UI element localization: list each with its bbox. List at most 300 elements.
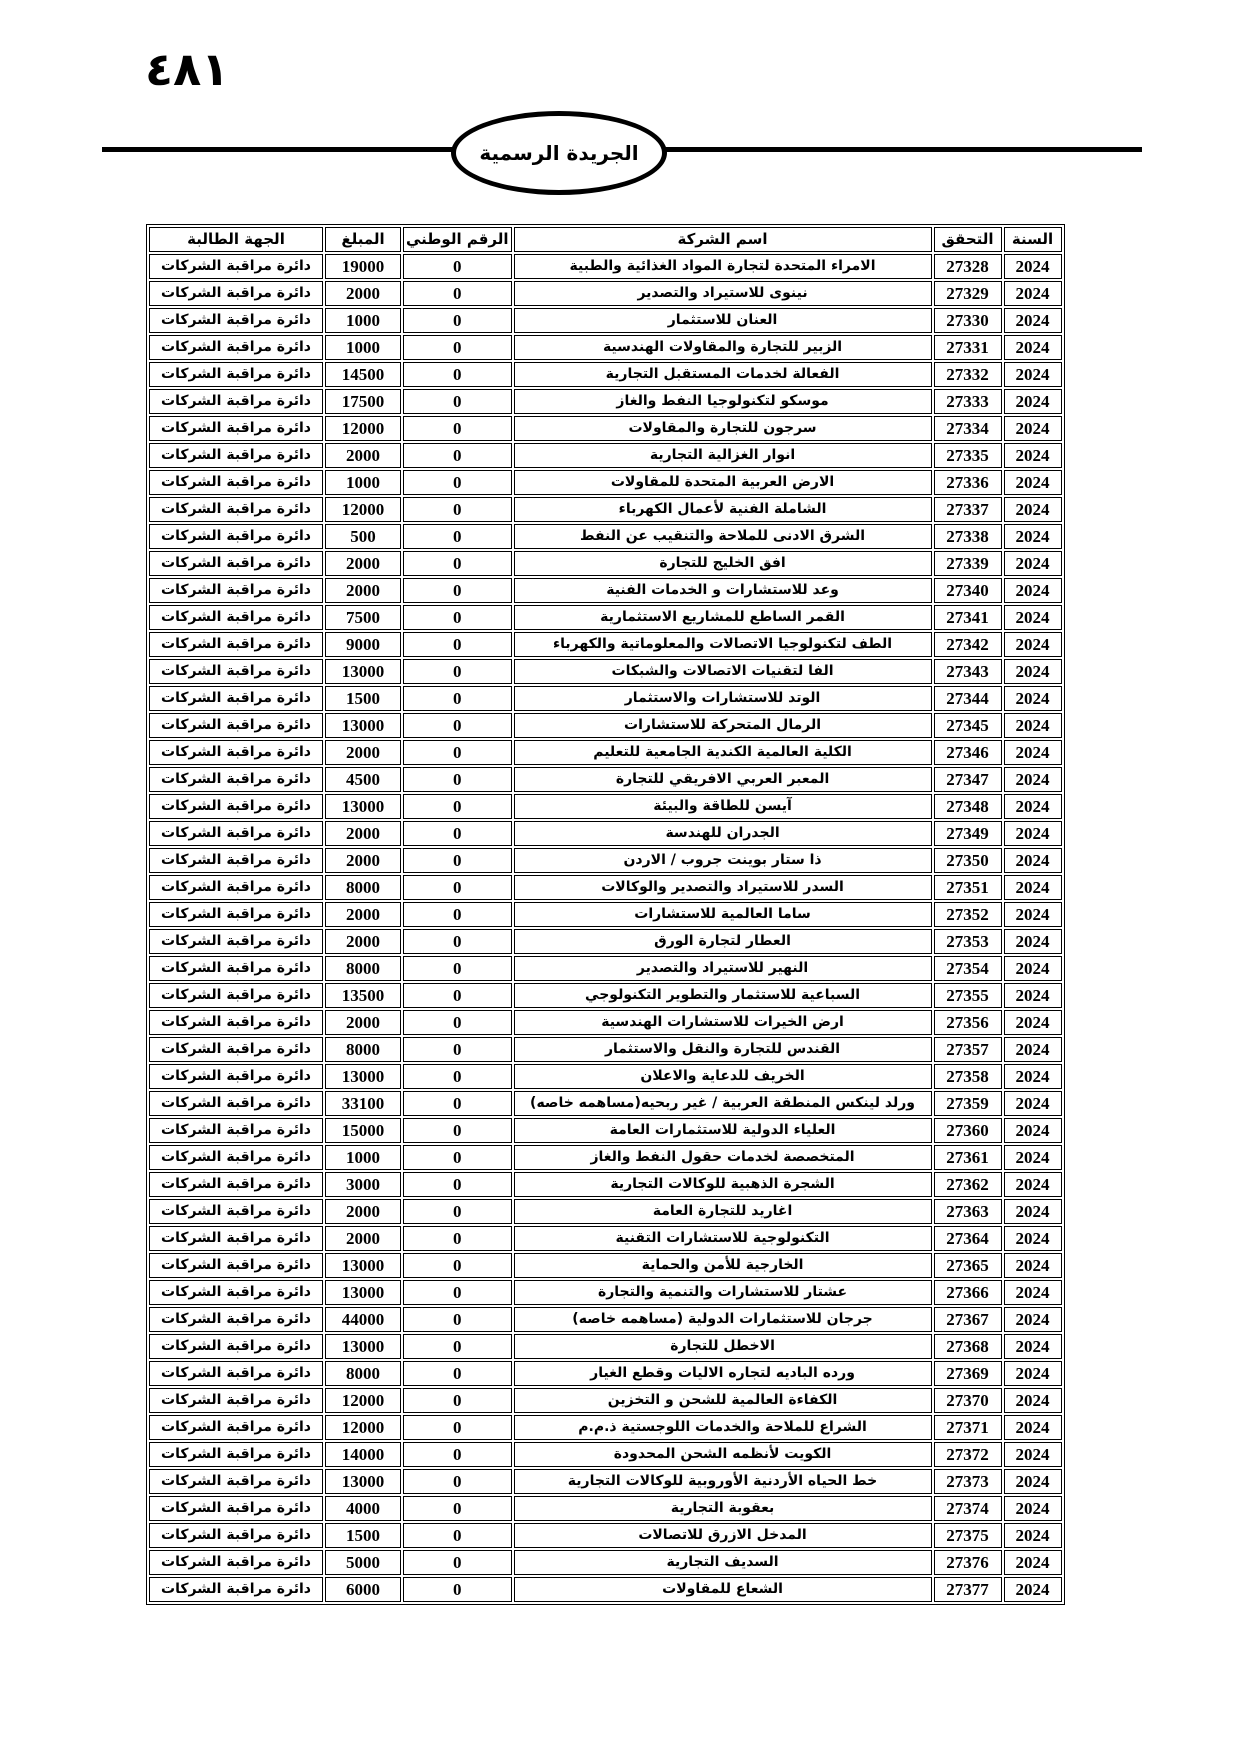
table-row bbox=[149, 848, 1062, 873]
cell-requesting-entity: دائرة مراقبة الشركات bbox=[149, 713, 323, 738]
cell-national-number: 0 bbox=[403, 1010, 512, 1035]
cell-national-number: 0 bbox=[403, 443, 512, 468]
cell-amount: 500 bbox=[325, 524, 401, 549]
cell-company-name: الرمال المتحركة للاستشارات bbox=[514, 713, 932, 738]
cell-year: 2024 bbox=[1004, 983, 1062, 1008]
table-row bbox=[149, 983, 1062, 1008]
table-row bbox=[149, 1361, 1062, 1386]
cell-check-number: 27361 bbox=[934, 1145, 1002, 1170]
cell-year: 2024 bbox=[1004, 254, 1062, 279]
cell-national-number: 0 bbox=[403, 1226, 512, 1251]
cell-national-number: 0 bbox=[403, 254, 512, 279]
cell-national-number: 0 bbox=[403, 983, 512, 1008]
cell-year: 2024 bbox=[1004, 335, 1062, 360]
cell-check-number: 27368 bbox=[934, 1334, 1002, 1359]
cell-amount: 2000 bbox=[325, 281, 401, 306]
cell-requesting-entity: دائرة مراقبة الشركات bbox=[149, 1496, 323, 1521]
cell-check-number: 27355 bbox=[934, 983, 1002, 1008]
cell-amount: 8000 bbox=[325, 1361, 401, 1386]
cell-amount: 4500 bbox=[325, 767, 401, 792]
cell-national-number: 0 bbox=[403, 362, 512, 387]
cell-company-name: الكلية العالمية الكندية الجامعية للتعليم bbox=[514, 740, 932, 765]
cell-amount: 13000 bbox=[325, 1253, 401, 1278]
cell-requesting-entity: دائرة مراقبة الشركات bbox=[149, 1361, 323, 1386]
cell-company-name: وعد للاستشارات و الخدمات الفنية bbox=[514, 578, 932, 603]
table-row bbox=[149, 686, 1062, 711]
cell-national-number: 0 bbox=[403, 524, 512, 549]
cell-national-number: 0 bbox=[403, 956, 512, 981]
cell-check-number: 27366 bbox=[934, 1280, 1002, 1305]
cell-year: 2024 bbox=[1004, 605, 1062, 630]
cell-amount: 13500 bbox=[325, 983, 401, 1008]
cell-requesting-entity: دائرة مراقبة الشركات bbox=[149, 1469, 323, 1494]
cell-amount: 17500 bbox=[325, 389, 401, 414]
table-row bbox=[149, 794, 1062, 819]
cell-amount: 13000 bbox=[325, 713, 401, 738]
cell-check-number: 27364 bbox=[934, 1226, 1002, 1251]
cell-amount: 12000 bbox=[325, 1388, 401, 1413]
table-row bbox=[149, 335, 1062, 360]
table-header-row bbox=[149, 227, 1062, 252]
cell-company-name: اغاريد للتجارة العامة bbox=[514, 1199, 932, 1224]
cell-check-number: 27335 bbox=[934, 443, 1002, 468]
cell-national-number: 0 bbox=[403, 470, 512, 495]
cell-check-number: 27362 bbox=[934, 1172, 1002, 1197]
table-row bbox=[149, 524, 1062, 549]
table-row bbox=[149, 1091, 1062, 1116]
table-row bbox=[149, 1523, 1062, 1548]
cell-requesting-entity: دائرة مراقبة الشركات bbox=[149, 875, 323, 900]
cell-company-name: الامراء المتحدة لتجارة المواد الغذائية والطبية bbox=[514, 254, 932, 279]
col-header-year: السنة bbox=[1004, 227, 1062, 252]
cell-year: 2024 bbox=[1004, 875, 1062, 900]
cell-check-number: 27348 bbox=[934, 794, 1002, 819]
cell-company-name: السباعية للاستثمار والتطوير التكنولوجي bbox=[514, 983, 932, 1008]
table-row bbox=[149, 875, 1062, 900]
table-row bbox=[149, 443, 1062, 468]
cell-national-number: 0 bbox=[403, 1442, 512, 1467]
cell-amount: 8000 bbox=[325, 956, 401, 981]
cell-company-name: ذا ستار بوينت جروب / الاردن bbox=[514, 848, 932, 873]
cell-check-number: 27347 bbox=[934, 767, 1002, 792]
cell-national-number: 0 bbox=[403, 713, 512, 738]
table-row bbox=[149, 416, 1062, 441]
cell-year: 2024 bbox=[1004, 362, 1062, 387]
cell-check-number: 27337 bbox=[934, 497, 1002, 522]
cell-requesting-entity: دائرة مراقبة الشركات bbox=[149, 1064, 323, 1089]
cell-national-number: 0 bbox=[403, 686, 512, 711]
cell-national-number: 0 bbox=[403, 1334, 512, 1359]
col-header-company-name: اسم الشركة bbox=[514, 227, 932, 252]
cell-year: 2024 bbox=[1004, 1550, 1062, 1575]
cell-company-name: الزبير للتجارة والمقاولات الهندسية bbox=[514, 335, 932, 360]
cell-requesting-entity: دائرة مراقبة الشركات bbox=[149, 659, 323, 684]
cell-requesting-entity: دائرة مراقبة الشركات bbox=[149, 632, 323, 657]
cell-amount: 5000 bbox=[325, 1550, 401, 1575]
cell-requesting-entity: دائرة مراقبة الشركات bbox=[149, 983, 323, 1008]
cell-amount: 19000 bbox=[325, 254, 401, 279]
cell-amount: 6000 bbox=[325, 1577, 401, 1602]
cell-national-number: 0 bbox=[403, 1280, 512, 1305]
cell-amount: 1000 bbox=[325, 470, 401, 495]
cell-year: 2024 bbox=[1004, 1496, 1062, 1521]
cell-requesting-entity: دائرة مراقبة الشركات bbox=[149, 956, 323, 981]
cell-company-name: خط الحياه الأردنية الأوروبية للوكالات التجارية bbox=[514, 1469, 932, 1494]
table-row bbox=[149, 1388, 1062, 1413]
cell-year: 2024 bbox=[1004, 1280, 1062, 1305]
cell-check-number: 27376 bbox=[934, 1550, 1002, 1575]
cell-national-number: 0 bbox=[403, 659, 512, 684]
table-row bbox=[149, 659, 1062, 684]
cell-check-number: 27360 bbox=[934, 1118, 1002, 1143]
cell-national-number: 0 bbox=[403, 389, 512, 414]
cell-year: 2024 bbox=[1004, 470, 1062, 495]
cell-amount: 2000 bbox=[325, 902, 401, 927]
table-row bbox=[149, 632, 1062, 657]
cell-requesting-entity: دائرة مراقبة الشركات bbox=[149, 1388, 323, 1413]
cell-amount: 7500 bbox=[325, 605, 401, 630]
cell-amount: 3000 bbox=[325, 1172, 401, 1197]
cell-national-number: 0 bbox=[403, 1091, 512, 1116]
table-row bbox=[149, 1415, 1062, 1440]
cell-check-number: 27333 bbox=[934, 389, 1002, 414]
cell-requesting-entity: دائرة مراقبة الشركات bbox=[149, 929, 323, 954]
cell-requesting-entity: دائرة مراقبة الشركات bbox=[149, 1118, 323, 1143]
cell-year: 2024 bbox=[1004, 821, 1062, 846]
records-table-body bbox=[149, 254, 1062, 1602]
cell-requesting-entity: دائرة مراقبة الشركات bbox=[149, 740, 323, 765]
cell-company-name: الاخطل للتجارة bbox=[514, 1334, 932, 1359]
cell-requesting-entity: دائرة مراقبة الشركات bbox=[149, 1307, 323, 1332]
cell-check-number: 27354 bbox=[934, 956, 1002, 981]
cell-company-name: بعقوبة التجارية bbox=[514, 1496, 932, 1521]
cell-check-number: 27330 bbox=[934, 308, 1002, 333]
cell-requesting-entity: دائرة مراقبة الشركات bbox=[149, 335, 323, 360]
cell-year: 2024 bbox=[1004, 1253, 1062, 1278]
cell-company-name: القندس للتجارة والنقل والاستثمار bbox=[514, 1037, 932, 1062]
table-row bbox=[149, 470, 1062, 495]
cell-amount: 2000 bbox=[325, 578, 401, 603]
cell-year: 2024 bbox=[1004, 902, 1062, 927]
cell-requesting-entity: دائرة مراقبة الشركات bbox=[149, 524, 323, 549]
cell-amount: 2000 bbox=[325, 1010, 401, 1035]
cell-amount: 2000 bbox=[325, 1199, 401, 1224]
cell-year: 2024 bbox=[1004, 956, 1062, 981]
cell-company-name: الفا لتقنيات الاتصالات والشبكات bbox=[514, 659, 932, 684]
cell-year: 2024 bbox=[1004, 281, 1062, 306]
cell-company-name: انوار الغزالية التجارية bbox=[514, 443, 932, 468]
cell-company-name: افق الخليج للتجارة bbox=[514, 551, 932, 576]
cell-requesting-entity: دائرة مراقبة الشركات bbox=[149, 1523, 323, 1548]
cell-check-number: 27340 bbox=[934, 578, 1002, 603]
cell-national-number: 0 bbox=[403, 578, 512, 603]
cell-year: 2024 bbox=[1004, 686, 1062, 711]
cell-year: 2024 bbox=[1004, 1037, 1062, 1062]
cell-amount: 12000 bbox=[325, 416, 401, 441]
cell-year: 2024 bbox=[1004, 848, 1062, 873]
cell-year: 2024 bbox=[1004, 578, 1062, 603]
cell-national-number: 0 bbox=[403, 1577, 512, 1602]
cell-requesting-entity: دائرة مراقبة الشركات bbox=[149, 416, 323, 441]
cell-amount: 2000 bbox=[325, 929, 401, 954]
cell-company-name: الارض العربية المتحدة للمقاولات bbox=[514, 470, 932, 495]
table-row bbox=[149, 902, 1062, 927]
cell-amount: 13000 bbox=[325, 1064, 401, 1089]
cell-national-number: 0 bbox=[403, 1064, 512, 1089]
cell-year: 2024 bbox=[1004, 1010, 1062, 1035]
table-row bbox=[149, 389, 1062, 414]
cell-national-number: 0 bbox=[403, 281, 512, 306]
table-row bbox=[149, 1280, 1062, 1305]
table-row bbox=[149, 1253, 1062, 1278]
cell-requesting-entity: دائرة مراقبة الشركات bbox=[149, 1334, 323, 1359]
cell-company-name: المتخصصة لخدمات حقول النفط والغاز bbox=[514, 1145, 932, 1170]
table-row bbox=[149, 767, 1062, 792]
cell-year: 2024 bbox=[1004, 1577, 1062, 1602]
cell-check-number: 27342 bbox=[934, 632, 1002, 657]
cell-company-name: الطف لتكنولوجيا الاتصالات والمعلوماتية والكهرباء bbox=[514, 632, 932, 657]
cell-national-number: 0 bbox=[403, 1037, 512, 1062]
cell-requesting-entity: دائرة مراقبة الشركات bbox=[149, 1226, 323, 1251]
cell-national-number: 0 bbox=[403, 1307, 512, 1332]
cell-company-name: العنان للاستثمار bbox=[514, 308, 932, 333]
cell-check-number: 27351 bbox=[934, 875, 1002, 900]
cell-company-name: الشاملة الفنية لأعمال الكهرباء bbox=[514, 497, 932, 522]
cell-year: 2024 bbox=[1004, 1226, 1062, 1251]
table-row bbox=[149, 1172, 1062, 1197]
cell-check-number: 27359 bbox=[934, 1091, 1002, 1116]
cell-company-name: العطار لتجارة الورق bbox=[514, 929, 932, 954]
cell-national-number: 0 bbox=[403, 1388, 512, 1413]
cell-year: 2024 bbox=[1004, 416, 1062, 441]
cell-requesting-entity: دائرة مراقبة الشركات bbox=[149, 1577, 323, 1602]
cell-national-number: 0 bbox=[403, 1550, 512, 1575]
cell-year: 2024 bbox=[1004, 1415, 1062, 1440]
cell-company-name: المعبر العربي الافريقي للتجارة bbox=[514, 767, 932, 792]
page-number: ٤٨١ bbox=[145, 42, 230, 96]
cell-requesting-entity: دائرة مراقبة الشركات bbox=[149, 497, 323, 522]
cell-amount: 2000 bbox=[325, 443, 401, 468]
cell-year: 2024 bbox=[1004, 1199, 1062, 1224]
cell-company-name: آيسن للطاقة والبيئة bbox=[514, 794, 932, 819]
cell-check-number: 27374 bbox=[934, 1496, 1002, 1521]
cell-check-number: 27375 bbox=[934, 1523, 1002, 1548]
cell-company-name: الشراع للملاحة والخدمات اللوجستية ذ.م.م bbox=[514, 1415, 932, 1440]
cell-year: 2024 bbox=[1004, 767, 1062, 792]
cell-national-number: 0 bbox=[403, 605, 512, 630]
cell-national-number: 0 bbox=[403, 929, 512, 954]
cell-national-number: 0 bbox=[403, 794, 512, 819]
cell-amount: 2000 bbox=[325, 821, 401, 846]
cell-check-number: 27370 bbox=[934, 1388, 1002, 1413]
cell-year: 2024 bbox=[1004, 740, 1062, 765]
table-row bbox=[149, 1010, 1062, 1035]
cell-company-name: الشرق الادنى للملاحة والتنقيب عن النفط bbox=[514, 524, 932, 549]
cell-check-number: 27377 bbox=[934, 1577, 1002, 1602]
cell-amount: 13000 bbox=[325, 1280, 401, 1305]
cell-check-number: 27336 bbox=[934, 470, 1002, 495]
cell-national-number: 0 bbox=[403, 551, 512, 576]
cell-company-name: الخريف للدعاية والاعلان bbox=[514, 1064, 932, 1089]
cell-national-number: 0 bbox=[403, 875, 512, 900]
cell-year: 2024 bbox=[1004, 1334, 1062, 1359]
cell-amount: 44000 bbox=[325, 1307, 401, 1332]
cell-company-name: سرجون للتجارة والمقاولات bbox=[514, 416, 932, 441]
cell-check-number: 27334 bbox=[934, 416, 1002, 441]
cell-year: 2024 bbox=[1004, 1145, 1062, 1170]
cell-amount: 13000 bbox=[325, 794, 401, 819]
cell-amount: 14500 bbox=[325, 362, 401, 387]
cell-requesting-entity: دائرة مراقبة الشركات bbox=[149, 551, 323, 576]
cell-year: 2024 bbox=[1004, 1361, 1062, 1386]
cell-year: 2024 bbox=[1004, 1091, 1062, 1116]
cell-year: 2024 bbox=[1004, 1307, 1062, 1332]
cell-requesting-entity: دائرة مراقبة الشركات bbox=[149, 578, 323, 603]
cell-company-name: التكنولوجية للاستشارات التقنية bbox=[514, 1226, 932, 1251]
cell-check-number: 27363 bbox=[934, 1199, 1002, 1224]
cell-year: 2024 bbox=[1004, 389, 1062, 414]
gazette-title-oval bbox=[451, 111, 667, 195]
table-row bbox=[149, 1550, 1062, 1575]
cell-requesting-entity: دائرة مراقبة الشركات bbox=[149, 1280, 323, 1305]
cell-company-name: الشعاع للمقاولات bbox=[514, 1577, 932, 1602]
cell-check-number: 27344 bbox=[934, 686, 1002, 711]
cell-year: 2024 bbox=[1004, 1172, 1062, 1197]
cell-company-name: نينوى للاستيراد والتصدير bbox=[514, 281, 932, 306]
table-row bbox=[149, 551, 1062, 576]
cell-company-name: ورده الباديه لتجاره الاليات وقطع الغيار bbox=[514, 1361, 932, 1386]
cell-company-name: الشجرة الذهبية للوكالات التجارية bbox=[514, 1172, 932, 1197]
cell-national-number: 0 bbox=[403, 1415, 512, 1440]
cell-requesting-entity: دائرة مراقبة الشركات bbox=[149, 443, 323, 468]
cell-year: 2024 bbox=[1004, 524, 1062, 549]
cell-check-number: 27365 bbox=[934, 1253, 1002, 1278]
table-row bbox=[149, 1307, 1062, 1332]
cell-requesting-entity: دائرة مراقبة الشركات bbox=[149, 389, 323, 414]
cell-check-number: 27328 bbox=[934, 254, 1002, 279]
cell-requesting-entity: دائرة مراقبة الشركات bbox=[149, 362, 323, 387]
cell-requesting-entity: دائرة مراقبة الشركات bbox=[149, 1442, 323, 1467]
cell-check-number: 27329 bbox=[934, 281, 1002, 306]
col-header-national-number: الرقم الوطني bbox=[403, 227, 512, 252]
cell-check-number: 27341 bbox=[934, 605, 1002, 630]
cell-check-number: 27345 bbox=[934, 713, 1002, 738]
cell-year: 2024 bbox=[1004, 308, 1062, 333]
cell-requesting-entity: دائرة مراقبة الشركات bbox=[149, 1172, 323, 1197]
cell-amount: 2000 bbox=[325, 848, 401, 873]
cell-national-number: 0 bbox=[403, 821, 512, 846]
cell-amount: 8000 bbox=[325, 875, 401, 900]
cell-amount: 4000 bbox=[325, 1496, 401, 1521]
cell-amount: 12000 bbox=[325, 1415, 401, 1440]
table-row bbox=[149, 497, 1062, 522]
cell-year: 2024 bbox=[1004, 1064, 1062, 1089]
cell-national-number: 0 bbox=[403, 1523, 512, 1548]
table-row bbox=[149, 929, 1062, 954]
cell-national-number: 0 bbox=[403, 1253, 512, 1278]
cell-requesting-entity: دائرة مراقبة الشركات bbox=[149, 281, 323, 306]
cell-check-number: 27343 bbox=[934, 659, 1002, 684]
cell-requesting-entity: دائرة مراقبة الشركات bbox=[149, 1199, 323, 1224]
cell-requesting-entity: دائرة مراقبة الشركات bbox=[149, 686, 323, 711]
cell-check-number: 27350 bbox=[934, 848, 1002, 873]
cell-company-name: ارض الخيرات للاستشارات الهندسية bbox=[514, 1010, 932, 1035]
cell-amount: 12000 bbox=[325, 497, 401, 522]
cell-requesting-entity: دائرة مراقبة الشركات bbox=[149, 470, 323, 495]
cell-check-number: 27349 bbox=[934, 821, 1002, 846]
cell-national-number: 0 bbox=[403, 497, 512, 522]
table-row bbox=[149, 1037, 1062, 1062]
table-row bbox=[149, 362, 1062, 387]
cell-national-number: 0 bbox=[403, 902, 512, 927]
cell-check-number: 27357 bbox=[934, 1037, 1002, 1062]
cell-requesting-entity: دائرة مراقبة الشركات bbox=[149, 254, 323, 279]
cell-company-name: جرجان للاستثمارات الدولية (مساهمه خاصه) bbox=[514, 1307, 932, 1332]
cell-company-name: عشتار للاستشارات والتنمية والتجارة bbox=[514, 1280, 932, 1305]
cell-national-number: 0 bbox=[403, 308, 512, 333]
cell-company-name: القمر الساطع للمشاريع الاستثمارية bbox=[514, 605, 932, 630]
cell-company-name: السديف التجارية bbox=[514, 1550, 932, 1575]
cell-national-number: 0 bbox=[403, 1496, 512, 1521]
table-row bbox=[149, 578, 1062, 603]
table-row bbox=[149, 1334, 1062, 1359]
cell-check-number: 27367 bbox=[934, 1307, 1002, 1332]
col-header-check-number: التحقق bbox=[934, 227, 1002, 252]
cell-check-number: 27369 bbox=[934, 1361, 1002, 1386]
cell-company-name: السدر للاستيراد والتصدير والوكالات bbox=[514, 875, 932, 900]
table-row bbox=[149, 956, 1062, 981]
cell-year: 2024 bbox=[1004, 497, 1062, 522]
table-row bbox=[149, 308, 1062, 333]
cell-national-number: 0 bbox=[403, 416, 512, 441]
table-row bbox=[149, 1577, 1062, 1602]
cell-national-number: 0 bbox=[403, 848, 512, 873]
cell-national-number: 0 bbox=[403, 1361, 512, 1386]
cell-check-number: 27372 bbox=[934, 1442, 1002, 1467]
cell-amount: 1500 bbox=[325, 686, 401, 711]
table-row bbox=[149, 821, 1062, 846]
cell-check-number: 27373 bbox=[934, 1469, 1002, 1494]
cell-requesting-entity: دائرة مراقبة الشركات bbox=[149, 1415, 323, 1440]
cell-requesting-entity: دائرة مراقبة الشركات bbox=[149, 848, 323, 873]
cell-amount: 8000 bbox=[325, 1037, 401, 1062]
table-row bbox=[149, 1226, 1062, 1251]
table-row bbox=[149, 605, 1062, 630]
cell-year: 2024 bbox=[1004, 1442, 1062, 1467]
cell-company-name: الكويت لأنظمه الشحن المحدودة bbox=[514, 1442, 932, 1467]
cell-requesting-entity: دائرة مراقبة الشركات bbox=[149, 1145, 323, 1170]
cell-requesting-entity: دائرة مراقبة الشركات bbox=[149, 767, 323, 792]
cell-national-number: 0 bbox=[403, 1199, 512, 1224]
cell-amount: 1500 bbox=[325, 1523, 401, 1548]
cell-company-name: الفعالة لخدمات المستقبل التجارية bbox=[514, 362, 932, 387]
table-row bbox=[149, 1199, 1062, 1224]
cell-amount: 2000 bbox=[325, 1226, 401, 1251]
cell-amount: 1000 bbox=[325, 335, 401, 360]
cell-company-name: ساما العالمية للاستشارات bbox=[514, 902, 932, 927]
cell-amount: 33100 bbox=[325, 1091, 401, 1116]
cell-year: 2024 bbox=[1004, 1469, 1062, 1494]
table-row bbox=[149, 254, 1062, 279]
cell-amount: 2000 bbox=[325, 740, 401, 765]
gazette-title: الجريدة الرسمية bbox=[479, 141, 639, 165]
cell-company-name: موسكو لتكنولوجيا النفط والغاز bbox=[514, 389, 932, 414]
cell-check-number: 27339 bbox=[934, 551, 1002, 576]
cell-national-number: 0 bbox=[403, 632, 512, 657]
cell-national-number: 0 bbox=[403, 1172, 512, 1197]
cell-requesting-entity: دائرة مراقبة الشركات bbox=[149, 1253, 323, 1278]
col-header-requesting-entity: الجهة الطالبة bbox=[149, 227, 323, 252]
